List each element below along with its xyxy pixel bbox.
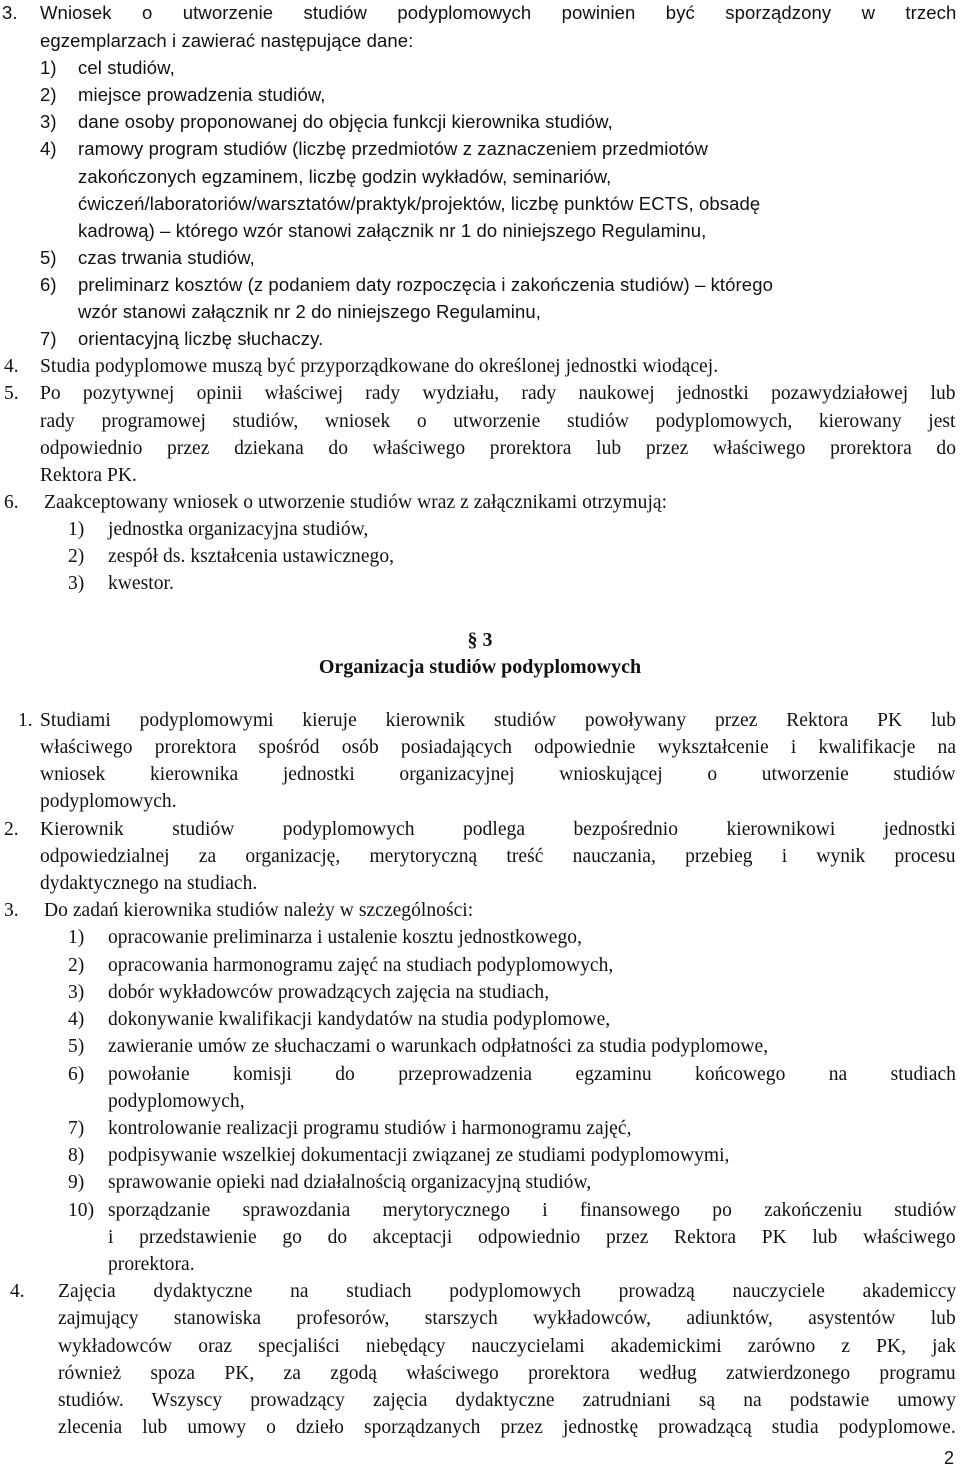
list-item-continuation: kadrową) – którego wzór stanowi załącznik nr 1 do niniejszego Regulaminu,: [78, 220, 707, 241]
item-number: 4): [40, 138, 57, 159]
list-item: preliminarz kosztów (z podaniem daty rozpoczęcia i zakończenia studiów) – którego: [78, 274, 773, 295]
text-line: zlecenia lub umowy o dzieło sporządzanych przez jednostkę prowadzącą studia podyplomowe.: [58, 1417, 956, 1438]
text-line: Zajęcia dydaktyczne na studiach podyplomowych prowadzą nauczyciele akademiccy: [58, 1281, 957, 1302]
item-number: 1): [40, 57, 57, 78]
text-line: studiów. Wszyscy prowadzący zajęcia dydaktyczne zatrudniani są na podstawie umowy: [58, 1390, 957, 1411]
paragraph-number: 4.: [4, 356, 19, 377]
list-item-continuation: ćwiczeń/laboratoriów/warsztatów/praktyk/projektów, liczbę punktów ECTS, obsadę: [78, 193, 761, 214]
list-item: powołanie komisji do przeprowadzenia egzaminu końcowego na studiach: [108, 1064, 956, 1085]
item-number: 2): [68, 955, 85, 976]
list-item: dane osoby proponowanej do objęcia funkcji kierownika studiów,: [78, 111, 613, 132]
paragraph-number: 2.: [4, 819, 19, 840]
text-line: właściwego prorektora spośród osób posiadających odpowiednie wykształcenie i kwalifikacje na: [40, 737, 957, 758]
item-number: 5): [68, 1036, 85, 1057]
item-number: 4): [68, 1009, 85, 1030]
list-item: podpisywanie wszelkiej dokumentacji związanej ze studiami podyplomowymi,: [108, 1145, 730, 1166]
list-item: dokonywanie kwalifikacji kandydatów na studia podyplomowe,: [108, 1009, 611, 1030]
list-item-continuation: i przedstawienie go do akceptacji odpowiednio przez Rektora PK lub właściwego: [108, 1227, 956, 1248]
text-line: wykładowców oraz specjaliści niebędący nauczycielami akademickimi zarówno z PK, jak: [58, 1336, 957, 1357]
text-line: zajmujący stanowiska profesorów, starszych wykładowców, adiunktów, asystentów lub: [58, 1308, 956, 1329]
paragraph-number: 3.: [2, 2, 18, 23]
list-item: ramowy program studiów (liczbę przedmiotów z zaznaczeniem przedmiotów: [78, 138, 708, 159]
item-number: 6): [68, 1064, 85, 1085]
list-item-continuation: prorektora.: [108, 1254, 195, 1275]
page-number: 2: [943, 1448, 954, 1468]
text-line: Po pozytywnej opinii właściwej rady wydziału, rady naukowej jednostki pozawydziałowej lub: [40, 383, 956, 404]
item-number: 1): [68, 519, 85, 540]
list-item: zawieranie umów ze słuchaczami o warunkach odpłatności za studia podyplomowe,: [108, 1036, 769, 1057]
paragraph-number: 1.: [18, 710, 33, 731]
text-line: egzemplarzach i zawierać następujące dane:: [40, 30, 414, 51]
item-number: 9): [68, 1172, 85, 1193]
text-line: Zaakceptowany wniosek o utworzenie studiów wraz z załącznikami otrzymują:: [44, 492, 668, 513]
text-line: odpowiednio przez dziekana do właściwego prorektora lub przez właściwego prorektora do: [40, 438, 957, 459]
text-line: Rektora PK.: [40, 465, 137, 486]
text-line: Do zadań kierownika studiów należy w szczególności:: [44, 900, 474, 921]
item-number: 1): [68, 927, 85, 948]
list-item: miejsce prowadzenia studiów,: [78, 84, 326, 105]
list-item: orientacyjną liczbę słuchaczy.: [78, 328, 324, 349]
list-item: jednostka organizacyjna studiów,: [108, 519, 369, 540]
paragraph-number: 5.: [4, 383, 19, 404]
list-item: zespół ds. kształcenia ustawicznego,: [108, 546, 395, 567]
list-item: opracowania harmonogramu zajęć na studiach podyplomowych,: [108, 955, 614, 976]
text-line: rady programowej studiów, wniosek o utworzenie studiów podyplomowych, kierowany jest: [40, 411, 956, 432]
list-item-continuation: podyplomowych,: [108, 1091, 245, 1112]
list-item: sporządzanie sprawozdania merytorycznego i finansowego po zakończeniu studiów: [108, 1200, 957, 1221]
list-item-continuation: wzór stanowi załącznik nr 2 do niniejszego Regulaminu,: [78, 301, 541, 322]
list-item: kontrolowanie realizacji programu studiów i harmonogramu zajęć,: [108, 1118, 632, 1139]
text-line: wniosek kierownika jednostki organizacyjnej wnioskującej o utworzenie studiów: [40, 764, 956, 785]
paragraph-number: 4.: [10, 1281, 25, 1302]
item-number: 7): [40, 328, 57, 349]
text-line: Studiami podyplomowymi kieruje kierownik studiów powoływany przez Rektora PK lub: [40, 710, 957, 731]
item-number: 2): [40, 84, 57, 105]
list-item-continuation: zakończonych egzaminem, liczbę godzin wykładów, seminariów,: [78, 166, 612, 187]
text-line: odpowiedzialnej za organizację, merytoryczną treść nauczania, przebieg i wynik procesu: [40, 846, 956, 867]
text-line: Kierownik studiów podyplomowych podlega bezpośrednio kierownikowi jednostki: [40, 819, 956, 840]
text-line: podyplomowych.: [40, 791, 177, 812]
item-number: 5): [40, 247, 57, 268]
list-item: cel studiów,: [78, 57, 175, 78]
list-item: opracowanie preliminarza i ustalenie kosztu jednostkowego,: [108, 927, 582, 948]
item-number: 3): [68, 982, 85, 1003]
section-mark: § 3: [467, 629, 493, 651]
text-line: również spoza PK, za zgodą właściwego prorektora według zatwierdzonego programu: [58, 1363, 956, 1384]
item-number: 2): [68, 546, 85, 567]
item-number: 7): [68, 1118, 85, 1139]
paragraph-number: 6.: [4, 492, 19, 513]
list-item: dobór wykładowców prowadzących zajęcia na studiach,: [108, 982, 550, 1003]
list-item: czas trwania studiów,: [78, 247, 255, 268]
list-item: kwestor.: [108, 573, 174, 594]
text-line: Studia podyplomowe muszą być przyporządkowane do określonej jednostki wiodącej.: [40, 356, 719, 377]
section-title: Organizacja studiów podyplomowych: [318, 656, 642, 678]
text-line: dydaktycznego na studiach.: [40, 873, 258, 894]
item-number: 3): [40, 111, 57, 132]
paragraph-number: 3.: [4, 900, 19, 921]
text-line: Wniosek o utworzenie studiów podyplomowych powinien być sporządzony w trzech: [40, 2, 957, 23]
list-item: sprawowanie opieki nad działalnością organizacyjną studiów,: [108, 1172, 592, 1193]
item-number: 3): [68, 573, 85, 594]
item-number: 8): [68, 1145, 85, 1166]
item-number: 6): [40, 274, 57, 295]
item-number: 10): [68, 1200, 95, 1221]
